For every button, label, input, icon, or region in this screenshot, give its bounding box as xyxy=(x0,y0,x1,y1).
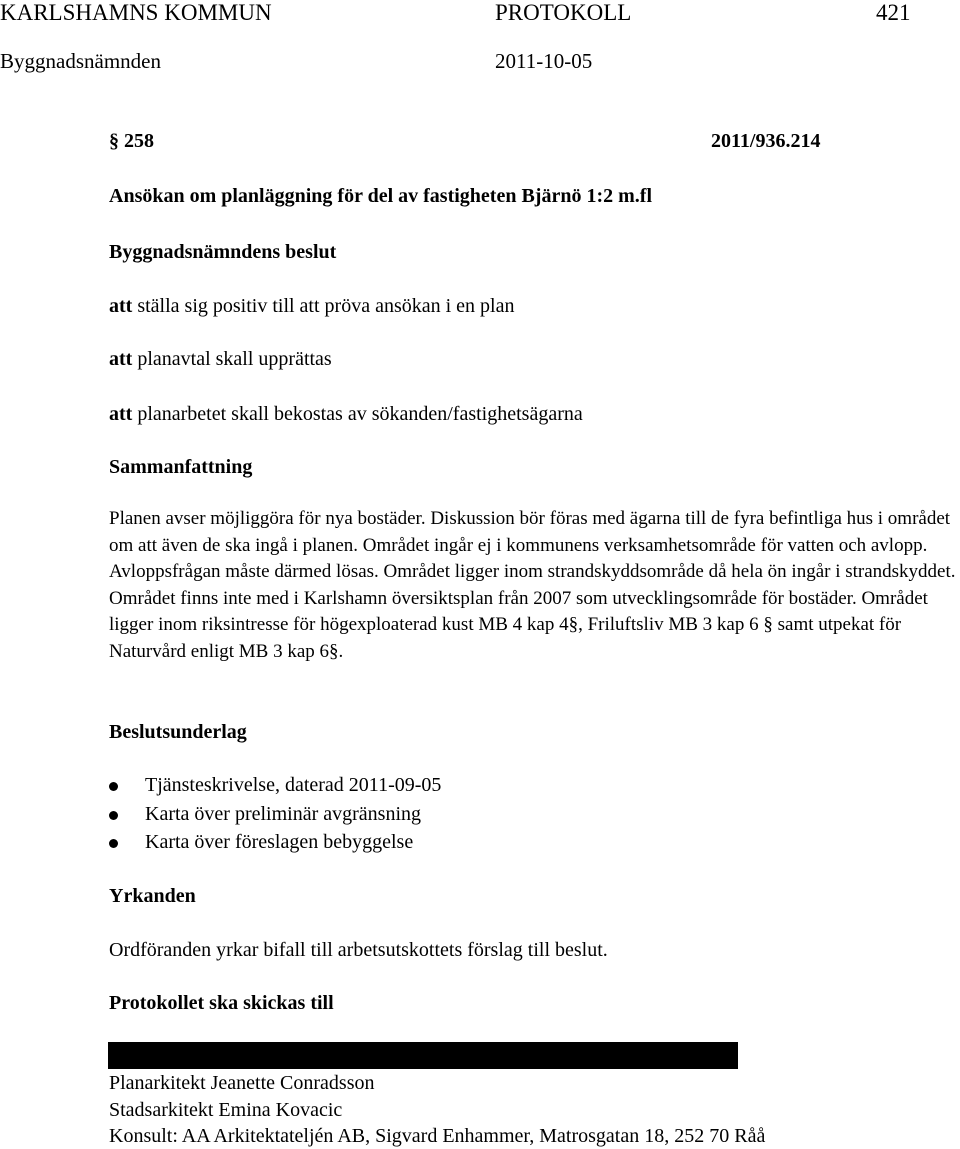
decision-item xyxy=(109,295,515,318)
case-title: Ansökan om planläggning för del av fastigheten Bjärnö 1:2 m.fl xyxy=(109,185,653,207)
committee-name: Byggnadsnämnden xyxy=(0,49,161,73)
basis-item: Karta över föreslagen bebyggelse xyxy=(145,831,414,853)
motions-heading: Yrkanden xyxy=(109,885,196,907)
decision-item-lead: att xyxy=(109,403,133,425)
basis-item: Karta över preliminär avgränsning xyxy=(145,803,422,825)
motions-text: Ordföranden yrkar bifall till arbetsutskottets förslag till beslut. xyxy=(109,939,608,961)
case-diarienummer: 2011/936.214 xyxy=(711,130,821,152)
distribution-heading: Protokollet ska skickas till xyxy=(109,992,334,1014)
decision-item-text: planarbetet skall bekostas av sökanden/fastighetsägarna xyxy=(132,403,583,425)
org-name: KARLSHAMNS KOMMUN xyxy=(0,0,272,25)
meeting-date: 2011-10-05 xyxy=(495,49,593,73)
bullet-icon xyxy=(109,839,118,848)
section-sign: § xyxy=(329,640,339,662)
bullet-icon xyxy=(109,811,118,820)
basis-item: Tjänsteskrivelse, daterad 2011-09-05 xyxy=(145,774,442,796)
decision-item-text: planavtal skall upprättas xyxy=(132,348,332,370)
decision-item-lead: att xyxy=(109,348,133,370)
decision-item xyxy=(109,348,332,371)
case-paragraph xyxy=(109,130,154,153)
decision-item xyxy=(109,403,583,426)
doc-type: PROTOKOLL xyxy=(495,0,632,25)
redaction-bar xyxy=(108,1042,738,1069)
case-number: 258 xyxy=(124,130,154,152)
recipient: Stadsarkitekt Emina Kovacic xyxy=(109,1099,343,1121)
section-sign: § xyxy=(763,614,773,635)
decision-item-text: ställa sig positiv till att pröva ansökan i en plan xyxy=(132,295,515,317)
basis-heading: Beslutsunderlag xyxy=(109,721,247,743)
summary-heading: Sammanfattning xyxy=(109,456,253,478)
recipient: Konsult: AA Arkitektateljén AB, Sigvard Enhammer, Matrosgatan 18, 252 70 Råå xyxy=(109,1125,766,1147)
page-number: 421 xyxy=(876,0,911,25)
recipient: Planarkitekt Jeanette Conradsson xyxy=(109,1072,375,1094)
decision-item-lead: att xyxy=(109,295,133,317)
section-sign-icon: § xyxy=(109,130,119,152)
bullet-icon xyxy=(109,782,118,791)
summary-text: Planen avser möjliggöra för nya bostäder. Diskussion bör föras med ägarna till de fyra befintliga hus i området om att även de ska ingå i planen. Området ingår ej i kommunens verksamhetsområde för vatten och avlopp. Avloppsfrågan måste därmed lösas. Området ligger inom strandskyddsområde då hela ön ingår i strandskyddet. Området finns inte med i Karlshamn översiktsplan från 2007 som utvecklingsområde för bostäder. Området ligger inom riksintresse för högexploaterad kust MB 4 kap 4§, Friluftsliv MB 3 kap 6 § samt utpekat för Naturvård enligt MB 3 kap 6§. xyxy=(109,508,956,662)
section-sign: § xyxy=(568,614,579,635)
decision-heading: Byggnadsnämndens beslut xyxy=(109,241,337,263)
